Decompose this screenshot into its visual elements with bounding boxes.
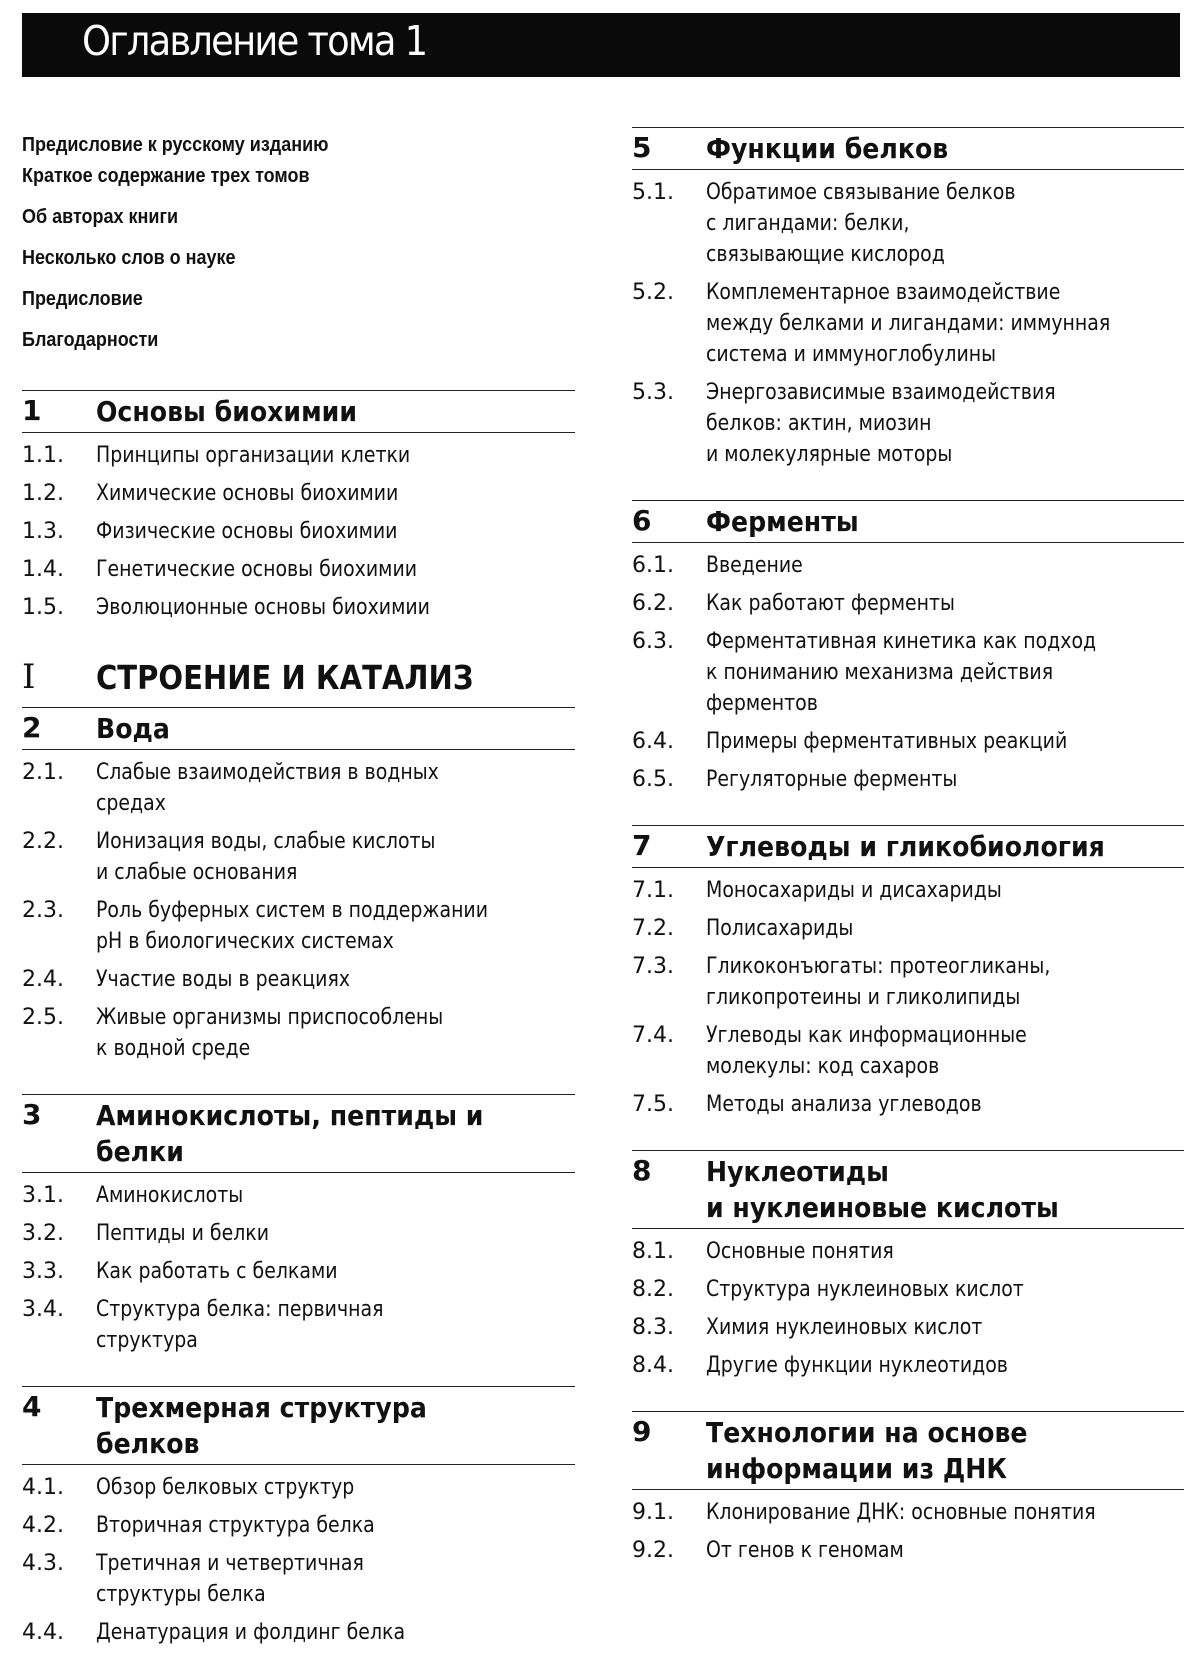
section-entry[interactable] <box>22 1294 575 1356</box>
section-entry[interactable] <box>22 1002 575 1064</box>
section-entry[interactable] <box>632 626 1184 719</box>
section-number: 1.3. <box>22 519 64 544</box>
front-matter-item[interactable]: Предисловие к русскому изданию <box>22 134 329 156</box>
section-number: 1.4. <box>22 557 64 582</box>
chapter-1 <box>22 390 575 623</box>
section-number: 2.1. <box>22 760 64 785</box>
section-title: Углеводы как информационные молекулы: код сахаров <box>706 1023 1027 1079</box>
section-title: Клонирование ДНК: основные понятия <box>706 1500 1096 1525</box>
section-title: Другие функции нуклеотидов <box>706 1353 1008 1378</box>
section-title: Слабые взаимодействия в водных средах <box>96 760 439 816</box>
section-entry[interactable] <box>632 177 1184 270</box>
chapter-title[interactable]: Углеводы и гликобиология <box>706 830 1105 863</box>
section-number: 5.2. <box>632 280 674 305</box>
section-title: Участие воды в реакциях <box>96 967 351 992</box>
section-entry[interactable] <box>22 1548 575 1610</box>
section-entry[interactable] <box>632 875 1184 906</box>
chapter-heading <box>632 825 1184 868</box>
section-number: 7.4. <box>632 1023 674 1048</box>
chapter-number: 1 <box>22 394 42 427</box>
section-entry[interactable] <box>22 516 575 547</box>
section-title: От генов к геномам <box>706 1538 904 1563</box>
section-entry[interactable] <box>22 757 575 819</box>
section-list <box>632 868 1184 1120</box>
section-number: 6.4. <box>632 729 674 754</box>
front-matter-item[interactable]: Несколько слов о науке <box>22 247 236 269</box>
section-list <box>22 433 575 623</box>
section-number: 7.2. <box>632 916 674 941</box>
chapter-heading <box>22 1094 575 1173</box>
section-entry[interactable] <box>22 1472 575 1503</box>
chapter-number: 4 <box>22 1390 42 1423</box>
section-title: Полисахариды <box>706 916 854 941</box>
section-title: Как работать с белками <box>96 1259 338 1284</box>
section-list <box>632 543 1184 795</box>
chapter-number: 5 <box>632 131 652 164</box>
section-number: 2.5. <box>22 1005 64 1030</box>
section-entry[interactable] <box>632 588 1184 619</box>
front-matter-item[interactable]: Краткое содержание трех томов <box>22 165 310 187</box>
chapter-title[interactable]: Функции белков <box>706 132 949 165</box>
chapter-heading <box>632 1150 1184 1229</box>
section-number: 4.2. <box>22 1513 64 1538</box>
section-number: 8.4. <box>632 1353 674 1378</box>
section-title: Ионизация воды, слабые кислоты и слабые основания <box>96 829 436 885</box>
front-matter-item[interactable]: Предисловие <box>22 288 143 310</box>
section-entry[interactable] <box>632 726 1184 757</box>
right-column <box>632 127 1184 1596</box>
section-number: 8.3. <box>632 1315 674 1340</box>
section-entry[interactable] <box>632 913 1184 944</box>
section-title: Регуляторные ферменты <box>706 767 958 792</box>
section-list <box>632 1490 1184 1566</box>
section-number: 2.3. <box>22 898 64 923</box>
section-title: Пептиды и белки <box>96 1221 270 1246</box>
section-number: 6.5. <box>632 767 674 792</box>
title-bar <box>22 13 1180 77</box>
section-title: Примеры ферментативных реакций <box>706 729 1068 754</box>
section-entry[interactable] <box>632 951 1184 1013</box>
section-list <box>22 1173 575 1356</box>
section-title: Принципы организации клетки <box>96 443 411 468</box>
section-title: Энергозависимые взаимодействия белков: актин, миозин и молекулярные моторы <box>706 380 1056 467</box>
front-matter-item[interactable]: Об авторах книги <box>22 206 179 228</box>
chapter-number: 6 <box>632 504 652 537</box>
section-entry[interactable] <box>22 1180 575 1211</box>
section-number: 3.3. <box>22 1259 64 1284</box>
chapter-title[interactable]: Основы биохимии <box>96 395 357 428</box>
chapter-8 <box>632 1150 1184 1381</box>
chapter-number: 2 <box>22 711 42 744</box>
section-number: 1.1. <box>22 443 64 468</box>
section-number: 3.1. <box>22 1183 64 1208</box>
section-number: 1.5. <box>22 595 64 620</box>
front-matter-list <box>22 130 575 356</box>
section-number: 7.3. <box>632 954 674 979</box>
section-title: Денатурация и фолдинг белка <box>96 1620 406 1645</box>
chapter-heading <box>22 1386 575 1465</box>
section-entry[interactable] <box>632 277 1184 370</box>
section-list <box>632 170 1184 470</box>
section-number: 4.3. <box>22 1551 64 1576</box>
section-entry[interactable] <box>632 1236 1184 1267</box>
part-number: I <box>22 657 36 697</box>
chapter-title[interactable]: Вода <box>96 712 170 745</box>
section-entry[interactable] <box>22 895 575 957</box>
section-title: Химия нуклеиновых кислот <box>706 1315 983 1340</box>
section-number: 6.2. <box>632 591 674 616</box>
section-entry[interactable] <box>632 1274 1184 1305</box>
chapter-heading <box>632 1411 1184 1490</box>
chapter-9 <box>632 1411 1184 1566</box>
section-title: Основные понятия <box>706 1239 894 1264</box>
section-title: Вторичная структура белка <box>96 1513 375 1538</box>
section-number: 9.1. <box>632 1500 674 1525</box>
section-title: Аминокислоты <box>96 1183 244 1208</box>
section-title: Ферментативная кинетика как подход к пониманию механизма действия ферментов <box>706 629 1097 716</box>
front-matter-item[interactable]: Благодарности <box>22 329 159 351</box>
section-number: 5.3. <box>632 380 674 405</box>
section-number: 6.3. <box>632 629 674 654</box>
section-number: 3.2. <box>22 1221 64 1246</box>
section-entry[interactable] <box>22 964 575 995</box>
section-number: 2.2. <box>22 829 64 854</box>
section-number: 8.2. <box>632 1277 674 1302</box>
section-title: Обратимое связывание белков с лигандами: белки, связывающие кислород <box>706 180 1016 267</box>
section-entry[interactable] <box>632 377 1184 470</box>
section-entry[interactable] <box>632 1350 1184 1381</box>
chapter-7 <box>632 825 1184 1120</box>
section-number: 4.4. <box>22 1620 64 1645</box>
section-number: 4.1. <box>22 1475 64 1500</box>
section-entry[interactable] <box>632 1020 1184 1082</box>
section-number: 3.4. <box>22 1297 64 1322</box>
chapter-5 <box>632 127 1184 470</box>
left-column <box>22 130 575 1678</box>
section-title: Живые организмы приспособлены к водной среде <box>96 1005 444 1061</box>
section-number: 7.1. <box>632 878 674 903</box>
section-entry[interactable] <box>22 826 575 888</box>
chapter-heading <box>22 390 575 433</box>
chapter-number: 9 <box>632 1415 652 1448</box>
section-title: Третичная и четвертичная структуры белка <box>96 1551 364 1607</box>
chapter-number: 8 <box>632 1154 652 1187</box>
section-entry[interactable] <box>22 1510 575 1541</box>
section-entry[interactable] <box>632 1497 1184 1528</box>
section-entry[interactable] <box>632 550 1184 581</box>
part-title[interactable]: СТРОЕНИЕ И КАТАЛИЗ <box>96 657 474 697</box>
section-number: 5.1. <box>632 180 674 205</box>
section-number: 2.4. <box>22 967 64 992</box>
section-title: Эволюционные основы биохимии <box>96 595 430 620</box>
section-number: 7.5. <box>632 1092 674 1117</box>
section-list <box>22 1465 575 1648</box>
chapter-3 <box>22 1094 575 1356</box>
chapter-heading <box>632 500 1184 543</box>
section-title: Комплементарное взаимодействие между белками и лигандами: иммунная система и иммуноглобулины <box>706 280 1111 367</box>
section-entry[interactable] <box>22 1617 575 1648</box>
section-title: Моносахариды и дисахариды <box>706 878 1002 903</box>
section-entry[interactable] <box>22 1218 575 1249</box>
section-entry[interactable] <box>632 1535 1184 1566</box>
page-title: Оглавление тома 1 <box>82 17 427 65</box>
section-title: Введение <box>706 553 803 578</box>
section-entry[interactable] <box>632 764 1184 795</box>
section-title: Структура белка: первичная структура <box>96 1297 384 1353</box>
section-number: 9.2. <box>632 1538 674 1563</box>
chapter-title[interactable]: Нуклеотиды и нуклеиновые кислоты <box>706 1155 1059 1224</box>
section-number: 8.1. <box>632 1239 674 1264</box>
chapter-number: 7 <box>632 829 652 862</box>
section-title: Как работают ферменты <box>706 591 955 616</box>
section-entry[interactable] <box>22 592 575 623</box>
chapter-2 <box>22 708 575 1064</box>
section-title: Химические основы биохимии <box>96 481 399 506</box>
chapter-number: 3 <box>22 1098 42 1131</box>
part-heading <box>22 653 575 708</box>
section-title: Гликоконъюгаты: протеогликаны, гликопротеины и гликолипиды <box>706 954 1051 1010</box>
chapter-title[interactable]: Трехмерная структура белков <box>96 1391 427 1460</box>
chapter-title[interactable]: Технологии на основе информации из ДНК <box>706 1416 1028 1485</box>
section-list <box>632 1229 1184 1381</box>
chapter-title[interactable]: Аминокислоты, пептиды и белки <box>96 1099 484 1168</box>
section-number: 6.1. <box>632 553 674 578</box>
section-title: Обзор белковых структур <box>96 1475 355 1500</box>
section-title: Генетические основы биохимии <box>96 557 418 582</box>
section-number: 1.2. <box>22 481 64 506</box>
section-title: Физические основы биохимии <box>96 519 398 544</box>
section-list <box>22 750 575 1064</box>
section-entry[interactable] <box>22 478 575 509</box>
section-title: Методы анализа углеводов <box>706 1092 982 1117</box>
chapter-6 <box>632 500 1184 795</box>
chapter-title[interactable]: Ферменты <box>706 505 859 538</box>
chapter-heading <box>22 708 575 750</box>
section-entry[interactable] <box>22 440 575 471</box>
section-title: Роль буферных систем в поддержании pH в биологических системах <box>96 898 489 954</box>
section-entry[interactable] <box>22 1256 575 1287</box>
chapter-heading <box>632 127 1184 170</box>
section-title: Структура нуклеиновых кислот <box>706 1277 1024 1302</box>
section-entry[interactable] <box>632 1089 1184 1120</box>
section-entry[interactable] <box>22 554 575 585</box>
chapter-4 <box>22 1386 575 1648</box>
section-entry[interactable] <box>632 1312 1184 1343</box>
